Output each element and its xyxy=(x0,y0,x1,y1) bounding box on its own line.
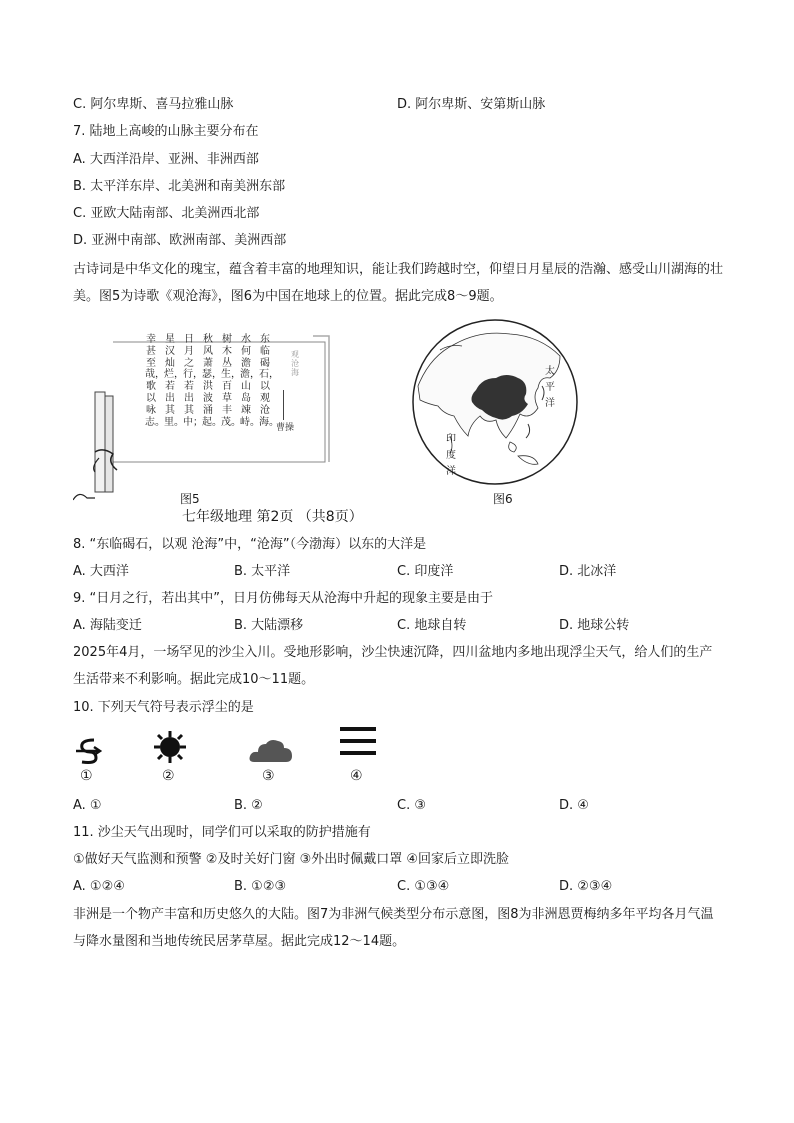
poem-column: 东临碣石，以观沧海。 xyxy=(259,334,279,428)
q7-option-b: B. 太平洋东岸、北美洲和南美洲东部 xyxy=(73,179,286,194)
q8-option-b: B. 太平洋 xyxy=(234,564,291,579)
poem-column: 秋风萧瑟，洪波涌起。 xyxy=(202,334,222,428)
q11-option-d: D. ②③④ xyxy=(559,879,613,894)
poem-column: 日月之行，若出其中； xyxy=(183,334,203,428)
q11-option-c: C. ①③④ xyxy=(397,879,450,894)
q6-option-d: D. 阿尔卑斯、安第斯山脉 xyxy=(397,97,546,112)
q7-option-a: A. 大西洋沿岸、亚洲、非洲西部 xyxy=(73,152,259,167)
intro-questions-12-14: 非洲是一个物产丰富和历史悠久的大陆。图7为非洲气候类型分布示意图，图8为非洲恩贾梅纳多年平均各月气温与降水量图和当地传统民居茅草屋。据此完成12～14题。 xyxy=(73,907,714,949)
poem-column: 树木丛生，百草丰茂。 xyxy=(221,334,241,428)
q11-measures: ①做好天气监测和预警 ②及时关好门窗 ③外出时佩戴口罩 ④回家后立即洗脸 xyxy=(73,852,510,867)
pacific-ocean-label: 太平洋 xyxy=(545,366,555,409)
poem-author: 曹操 xyxy=(276,423,295,433)
figure-5-caption: 图5 xyxy=(180,492,200,506)
q11-stem: 11. 沙尘天气出现时，同学们可以采取的防护措施有 xyxy=(73,825,371,840)
figure-6-caption: 图6 xyxy=(493,492,513,506)
q9-option-b: B. 大陆漂移 xyxy=(234,618,304,633)
symbol-label-4: ④ xyxy=(350,768,363,784)
fog-symbol-icon xyxy=(338,724,378,758)
q10-option-d: D. ④ xyxy=(559,798,589,813)
q9-option-d: D. 地球公转 xyxy=(559,618,630,633)
symbol-label-3: ③ xyxy=(262,768,275,784)
q9-stem: 9. “日月之行，若出其中”，日月仿佛每天从沧海中升起的现象主要是由于 xyxy=(73,591,494,606)
poem-title-vertical: 观沧海 xyxy=(291,350,299,377)
q7-option-c: C. 亚欧大陆南部、北美洲西北部 xyxy=(73,206,260,221)
q9-option-a: A. 海陆变迁 xyxy=(73,618,142,633)
overcast-cloud-symbol-icon xyxy=(248,736,294,764)
q7-stem: 7. 陆地上高峻的山脉主要分布在 xyxy=(73,124,259,139)
poem-column: 幸甚至哉，歌以咏志。 xyxy=(145,334,165,428)
figure-6-globe xyxy=(410,316,580,488)
poem-column: 星汉灿烂，若出其里。 xyxy=(164,334,184,428)
q7-option-d: D. 亚洲中南部、欧洲南部、美洲西部 xyxy=(73,233,287,248)
poem-column: 水何澹澹，山岛竦峙。 xyxy=(240,334,260,428)
sandstorm-symbol-icon xyxy=(76,736,102,766)
q8-option-c: C. 印度洋 xyxy=(397,564,454,579)
page-footer: 七年级地理 第2页 （共8页） xyxy=(182,509,363,525)
symbol-label-1: ① xyxy=(80,768,93,784)
q8-stem: 8. “东临碣石，以观 沧海”中，“沧海”（今渤海）以东的大洋是 xyxy=(73,537,427,552)
author-stroke xyxy=(283,390,284,420)
intro-questions-8-9: 古诗词是中华文化的瑰宝，蕴含着丰富的地理知识，能让我们跨越时空，仰望日月星辰的浩瀚、感受山川湖海的壮美。图5为诗歌《观沧海》，图6为中国在地球上的位置。据此完成8～9题。 xyxy=(73,262,724,304)
q8-option-a: A. 大西洋 xyxy=(73,564,129,579)
q10-option-a: A. ① xyxy=(73,798,102,813)
q11-option-a: A. ①②④ xyxy=(73,879,125,894)
q10-option-c: C. ③ xyxy=(397,798,426,813)
symbol-label-2: ② xyxy=(162,768,175,784)
q10-stem: 10. 下列天气符号表示浮尘的是 xyxy=(73,700,254,715)
q9-option-c: C. 地球自转 xyxy=(397,618,467,633)
indian-ocean-label: 印度洋 xyxy=(446,434,456,477)
intro-questions-10-11: 2025年4月，一场罕见的沙尘入川。受地形影响，沙尘快速沉降，四川盆地内多地出现浮尘天气，给人们的生产生活带来不利影响。据此完成10～11题。 xyxy=(73,645,713,687)
figure-5-poem-scroll xyxy=(73,322,335,502)
q11-option-b: B. ①②③ xyxy=(234,879,287,894)
q8-option-d: D. 北冰洋 xyxy=(559,564,617,579)
q6-option-c: C. 阿尔卑斯、喜马拉雅山脉 xyxy=(73,97,234,112)
q10-option-b: B. ② xyxy=(234,798,263,813)
floating-dust-symbol-icon xyxy=(154,730,186,764)
